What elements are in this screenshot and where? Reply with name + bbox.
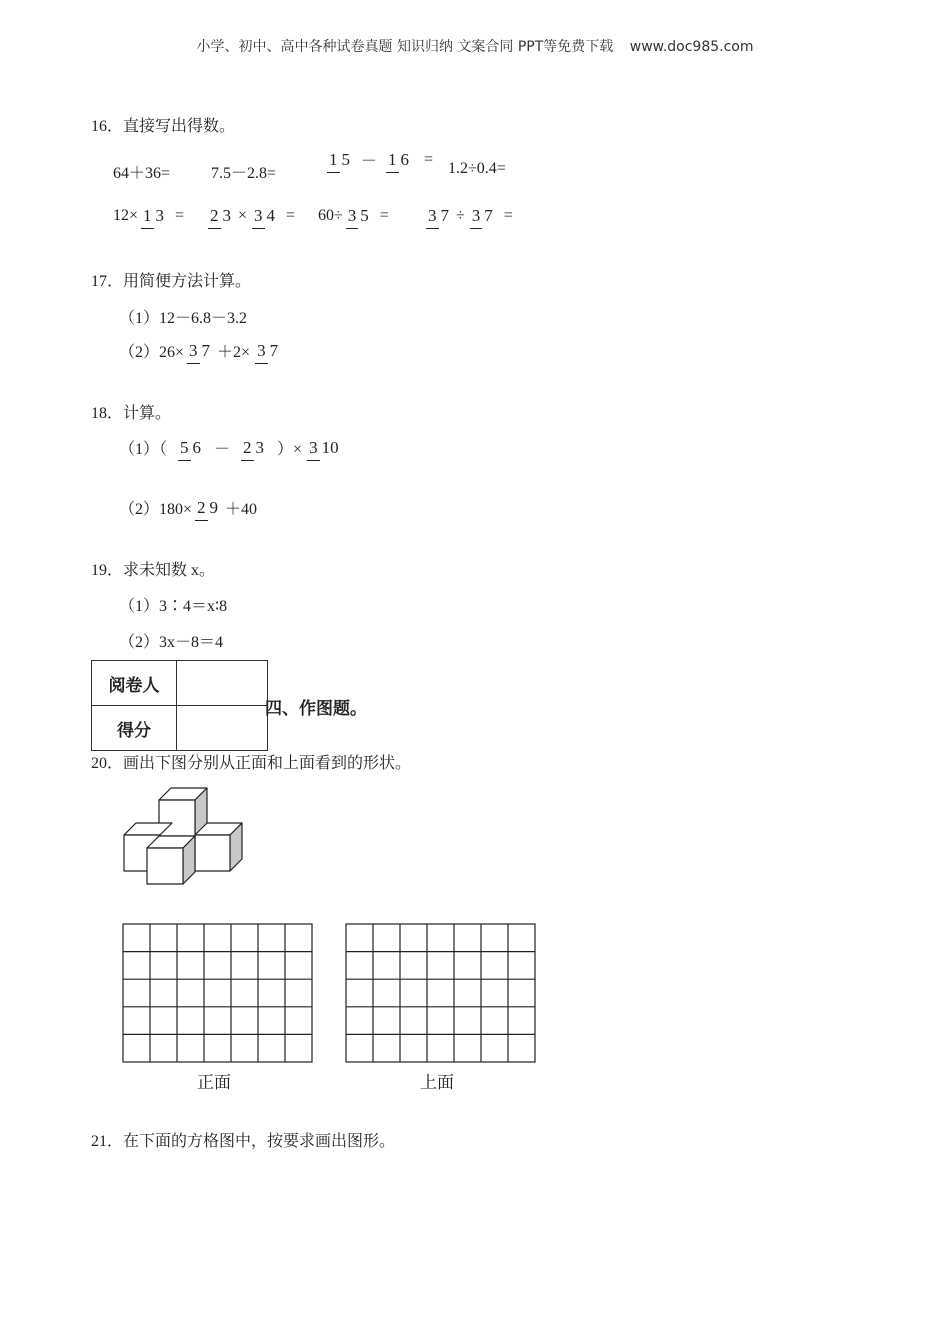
equals: = — [503, 207, 513, 224]
expr-close: ）× — [277, 441, 303, 458]
top-view-label: 上面 — [420, 1073, 454, 1093]
frac-denominator: 5 — [360, 206, 369, 225]
frac-numerator: 3 — [307, 438, 320, 461]
q16-expr-7 — [318, 207, 389, 225]
expr-middle: ＋2× — [217, 344, 251, 361]
frac-numerator: 2 — [241, 438, 254, 461]
frac-numerator: 5 — [178, 438, 191, 461]
reviewer-field[interactable] — [177, 661, 268, 706]
expr-prefix: （2）180× — [119, 501, 193, 518]
frac-numerator: 1 — [386, 150, 399, 173]
frac-denominator: 9 — [209, 497, 219, 517]
equals: = — [379, 207, 389, 224]
frac-numerator: 3 — [426, 206, 439, 229]
expr-prefix: （2）26× — [119, 344, 185, 361]
score-label: 得分 — [92, 706, 177, 751]
expr-prefix: 12× — [113, 207, 139, 224]
grader-table — [91, 660, 268, 751]
frac-numerator: 3 — [346, 206, 359, 229]
front-view-grid[interactable] — [122, 923, 314, 1064]
frac-denominator: 7 — [484, 206, 493, 225]
score-field[interactable] — [177, 706, 268, 751]
q16-expr-8 — [423, 207, 513, 225]
q20-title: 20．画出下图分别从正面和上面看到的形状。 — [91, 755, 412, 772]
right-cube-front-face — [195, 835, 230, 871]
frac-denominator: 3 — [255, 437, 265, 457]
expr-prefix: 60÷ — [318, 207, 343, 224]
top-view-grid[interactable] — [345, 923, 537, 1064]
frac-numerator: 3 — [255, 341, 268, 364]
q16-expr-1: 64＋36= — [113, 165, 171, 182]
header-left-text: 小学、初中、高中各种试卷真题 知识归纳 文案合同 PPT等免费下载 — [196, 39, 614, 55]
frac-denominator: 7 — [269, 340, 279, 360]
frac-denominator: 6 — [400, 149, 410, 169]
frac-denominator: 7 — [201, 340, 211, 360]
frac-denominator: 5 — [341, 149, 350, 169]
q16-expr-3 — [324, 148, 433, 171]
operator: － — [214, 441, 231, 458]
frac-numerator: 1 — [327, 150, 340, 173]
frac-denominator: 4 — [266, 206, 276, 225]
page-header — [0, 36, 950, 56]
grid-border — [346, 924, 535, 1062]
reviewer-label: 阅卷人 — [92, 661, 177, 706]
front-view-label: 正面 — [197, 1073, 231, 1093]
operator: － — [361, 153, 378, 170]
q16-expr-4: 1.2÷0.4= — [448, 160, 506, 177]
frac-denominator: 3 — [222, 206, 231, 225]
frac-numerator: 3 — [252, 206, 265, 229]
equals: = — [175, 207, 185, 224]
front-cube-front-face — [147, 848, 183, 884]
q17-part-2 — [119, 339, 283, 362]
equals: = — [424, 150, 434, 168]
header-url: www.doc985.com — [629, 39, 754, 55]
grid-border — [123, 924, 312, 1062]
frac-denominator: 7 — [440, 206, 449, 225]
frac-numerator: 2 — [208, 206, 221, 229]
expr-suffix: ＋40 — [225, 501, 258, 518]
q19-part-1: （1）3∶4＝x∶8 — [119, 598, 228, 615]
expr-prefix: （1）（ — [119, 441, 168, 458]
cube-stack-figure — [118, 786, 248, 888]
frac-numerator: 1 — [141, 206, 154, 229]
q16-title: 16．直接写出得数。 — [91, 118, 236, 135]
frac-numerator: 3 — [187, 341, 200, 364]
equals: = — [286, 207, 296, 224]
frac-denominator: 10 — [321, 437, 339, 457]
q16-expr-2: 7.5－2.8= — [211, 165, 277, 182]
operator: × — [238, 207, 248, 224]
frac-numerator: 3 — [470, 206, 483, 229]
q18-part-1 — [119, 436, 344, 459]
q18-title: 18．计算。 — [91, 405, 172, 422]
operator: ÷ — [456, 207, 465, 224]
q19-title: 19．求未知数 x。 — [91, 562, 216, 579]
q17-title: 17．用简便方法计算。 — [91, 273, 252, 290]
q21-title: 21．在下面的方格图中，按要求画出图形。 — [91, 1133, 396, 1150]
q16-expr-6 — [205, 207, 295, 225]
section-title: 四、作图题。 — [265, 699, 367, 719]
q19-part-2: （2）3x－8＝4 — [119, 634, 224, 651]
frac-numerator: 2 — [195, 498, 208, 521]
frac-denominator: 3 — [155, 206, 165, 225]
frac-denominator: 6 — [192, 437, 202, 457]
q17-part-1: （1）12－6.8－3.2 — [119, 310, 248, 327]
q18-part-2 — [119, 496, 257, 519]
q16-expr-5 — [113, 207, 184, 225]
